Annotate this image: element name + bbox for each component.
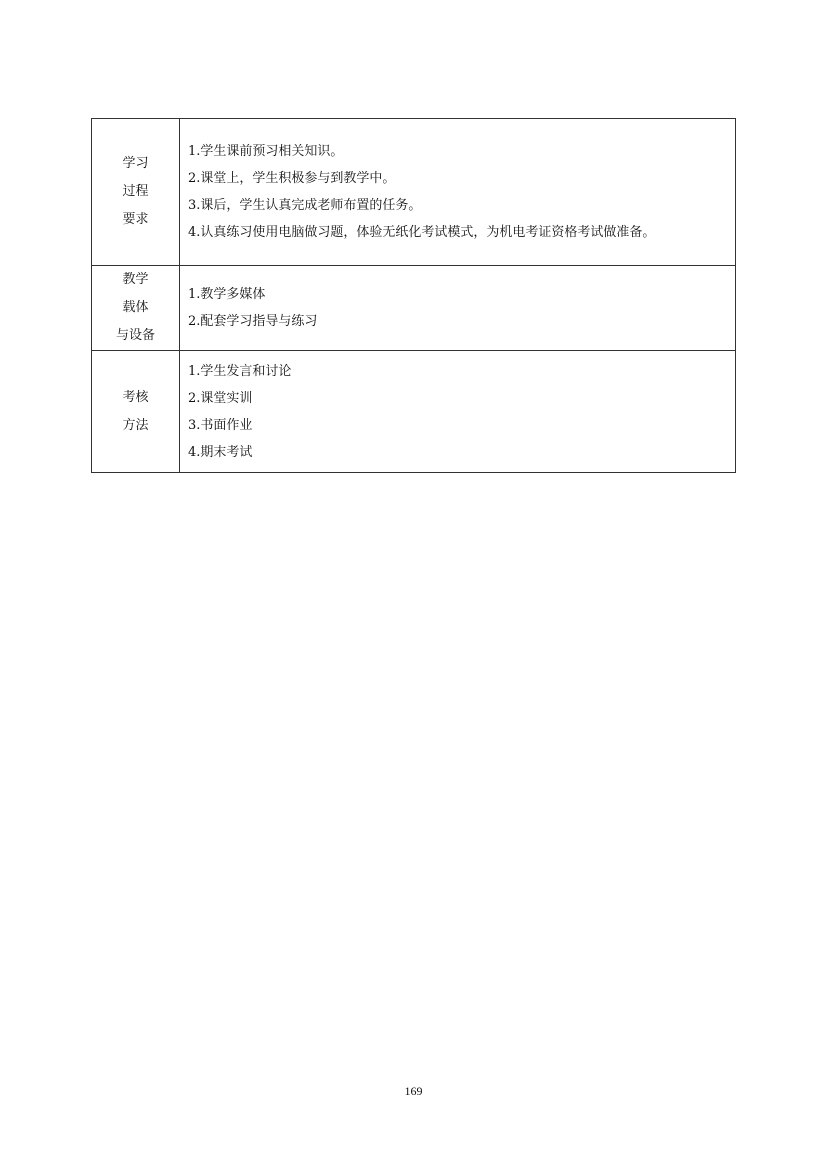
list-item: 4.期末考试 [188, 444, 253, 460]
table-row-assessment-methods [92, 351, 736, 473]
list-item: 2.配套学习指导与练习 [188, 314, 318, 329]
row-label-line: 考核 [122, 389, 149, 405]
list-item: 2.课堂上，学生积极参与到教学中。 [188, 171, 396, 186]
row-label-line: 教学 [122, 272, 149, 287]
row-content-teaching-equipment [180, 266, 736, 351]
row-content-learning-requirements [180, 119, 736, 266]
row-label-line: 过程 [122, 184, 149, 199]
row-label-learning-requirements [92, 119, 180, 266]
row-content-assessment-methods [180, 351, 736, 473]
row-label-line: 要求 [122, 212, 149, 227]
page-number: 169 [404, 1084, 423, 1098]
course-info-table [91, 118, 736, 473]
list-item: 2.课堂实训 [188, 390, 253, 406]
list-item: 1.教学多媒体 [188, 287, 266, 302]
table-row-learning-requirements [92, 119, 736, 266]
row-label-teaching-equipment [92, 266, 180, 351]
list-item: 3.课后，学生认真完成老师布置的任务。 [188, 198, 422, 213]
row-label-line: 与设备 [115, 328, 155, 343]
list-item: 1.学生发言和讨论 [188, 363, 292, 379]
row-label-line: 学习 [122, 156, 149, 171]
row-label-line: 方法 [122, 417, 149, 433]
list-item: 3.书面作业 [188, 417, 253, 433]
row-label-assessment-methods [92, 351, 180, 473]
table-row-teaching-equipment [92, 266, 736, 351]
list-item: 1.学生课前预习相关知识。 [188, 144, 344, 159]
list-item: 4.认真练习使用电脑做习题，体验无纸化考试模式，为机电考证资格考试做准备。 [188, 225, 656, 240]
row-label-line: 载体 [122, 300, 149, 315]
